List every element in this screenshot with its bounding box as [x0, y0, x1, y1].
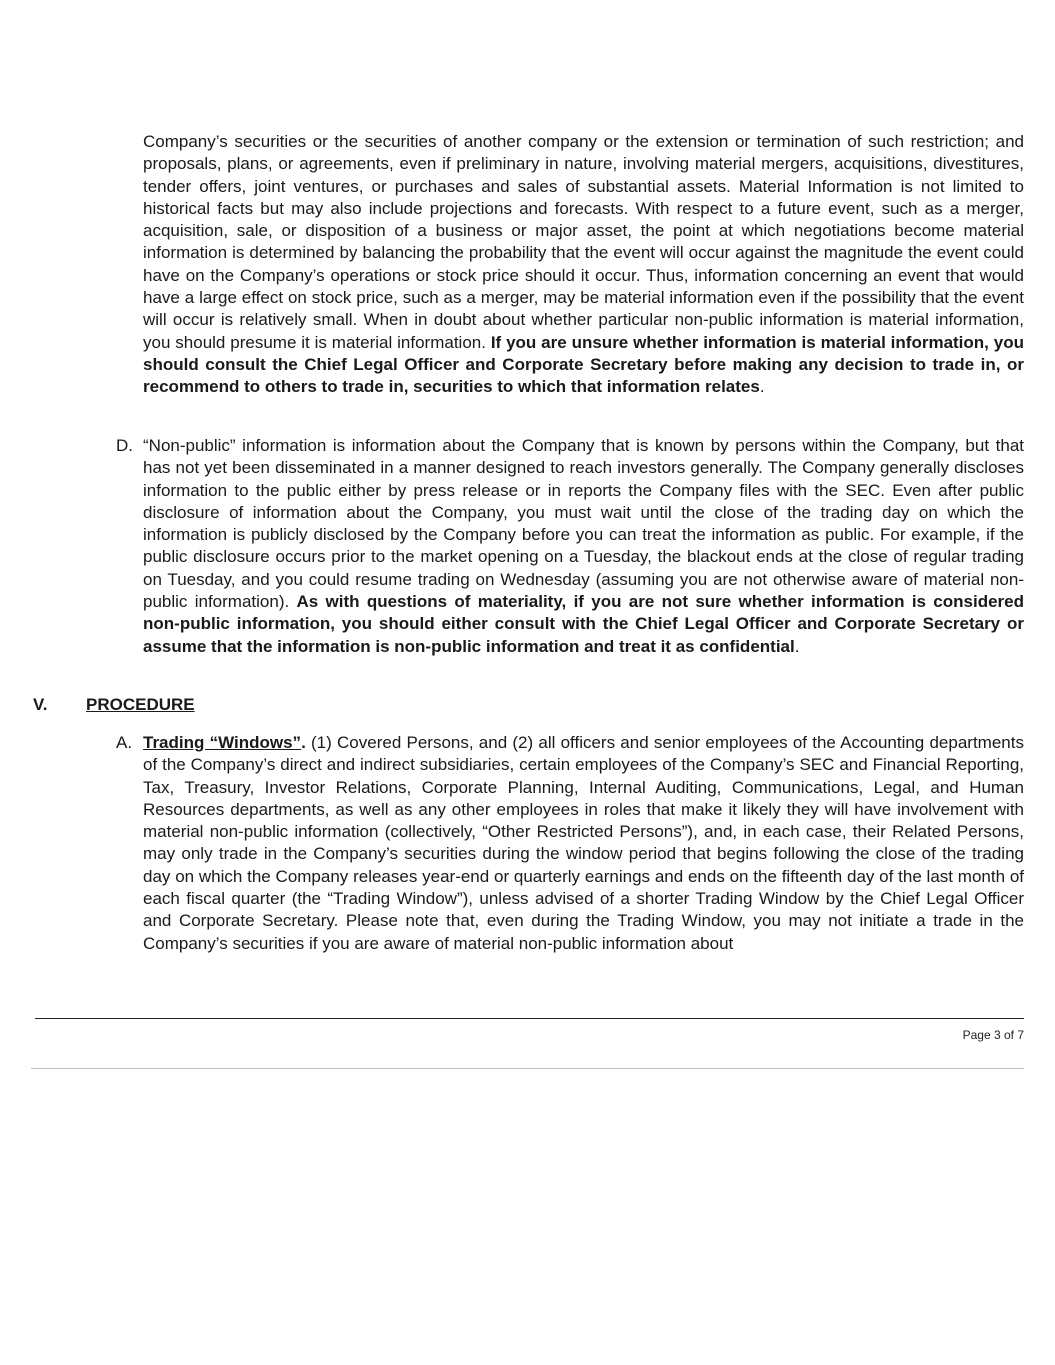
- paragraph-text: (1) Covered Persons, and (2) all officers and senior employees of the Accounting departments of the Company’s direct and indirect subsidiaries, certain employees of the Company’s SEC and Financial Reporting, Tax, Treasury, Investor Relations, Corporate Planning, Internal Auditing, Communications, Legal, and Human Resources departments, as well as any other employees in roles that make it likely they will have involvement with material non-public information (collectively, “Other Restricted Persons”), and, in each case, their Related Persons, may only trade in the Company’s securities during the window period that begins following the close of the trading day on which the Company releases year-end or quarterly earnings and ends on the fifteenth day of the last month of each fiscal quarter (the “Trading Window”), unless advised of a shorter Trading Window by the Chief Legal Officer and Corporate Secretary. Please note that, even during the Trading Window, you may not initiate a trade in the Company’s securities if you are aware of material non-public information about: [143, 733, 1024, 953]
- materiality-continuation-paragraph: [143, 131, 1024, 399]
- trading-windows-paragraph: [143, 732, 1024, 955]
- list-marker-a: A.: [116, 733, 133, 752]
- heading-end: .: [301, 733, 306, 752]
- paragraph-text: “Non-public” information is information about the Company that is known by persons within the Company, but that has not yet been disseminated in a manner designed to reach investors generally. The Company generally discloses information to the public either by press release or in reports the Company files with the SEC. Even after public disclosure of information about the Company, you must wait until the close of the trading day on which the information is publicly disclosed by the Company before you can treat the information as public. For example, if the public disclosure occurs prior to the market opening on a Tuesday, the blackout ends at the close of regular trading on Tuesday, and you could resume trading on Wednesday (assuming you are not otherwise aware of material non-public information).: [143, 436, 1024, 612]
- list-marker-d: D.: [116, 436, 133, 455]
- paragraph-end: .: [794, 636, 800, 656]
- paragraph-end: .: [759, 377, 765, 397]
- heading-text: Trading “Windows”: [143, 733, 302, 752]
- paragraph-text: Company’s securities or the securities of another company or the extension or termination of such restriction; and proposals, plans, or agreements, even if preliminary in nature, involving material mergers, acquisitions, divestitures, tender offers, joint ventures, or purchases and sales of substantial assets. Material Information is not limited to historical facts but may also include projections and forecasts. With respect to a future event, such as a merger, acquisition, sale, or disposition of a business or major asset, the point at which negotiations become material information is determined by balancing the probability that the event will occur against the magnitude the event could have on the Company’s operations or stock price should it occur. Thus, information concerning an event that would have a large effect on stock price, such as a merger, may be material information even if the possibility that the event will occur is relatively small. When in doubt about whether particular non-public information is material information, you should presume it is material information.: [143, 132, 1024, 352]
- trading-windows-heading: [143, 733, 306, 752]
- page-number: Page 3 of 7: [962, 1028, 1024, 1042]
- paragraph-bold-text: If you are unsure whether information is material information, you should consult the Chief Legal Officer and Corporate Secretary before making any decision to trade in, or recommend to others to trade in, securities to which that information relates: [143, 332, 1024, 397]
- section-title: PROCEDURE: [86, 695, 195, 714]
- non-public-definition-paragraph: [143, 435, 1024, 658]
- section-number: V.: [33, 695, 48, 714]
- paragraph-bold-text: As with questions of materiality, if you are not sure whether information is considered non-public information, you should either consult with the Chief Legal Officer and Corporate Secretary or assume that the information is non-public information and treat it as confidential: [143, 592, 1024, 656]
- footer-divider: [35, 1018, 1024, 1019]
- page-bottom-divider: [31, 1068, 1024, 1069]
